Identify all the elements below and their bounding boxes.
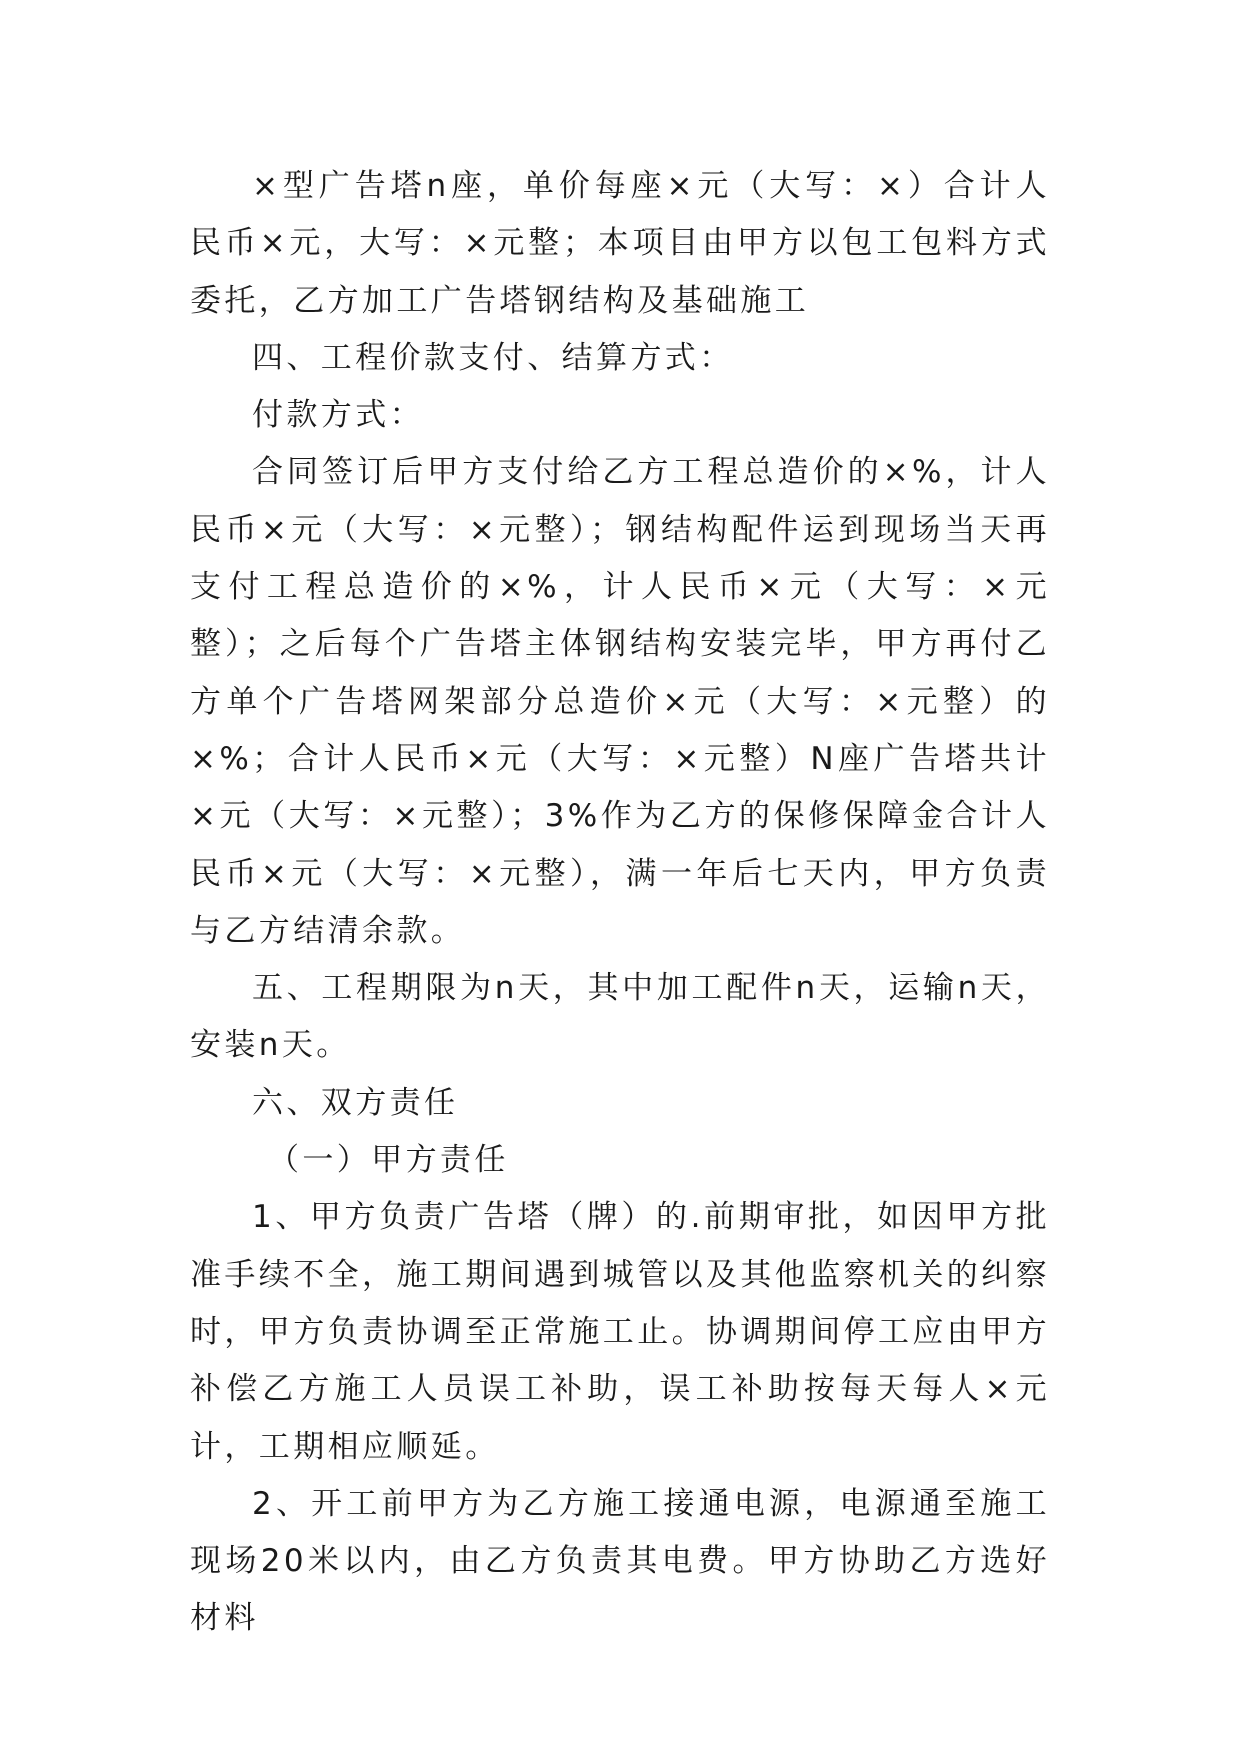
subheading-party-a-responsibilities: （一）甲方责任 bbox=[268, 1142, 509, 1179]
section-heading-responsibilities: 六、双方责任 bbox=[252, 1084, 459, 1121]
paragraph-project-scope: ×型广告塔n座，单价每座×元（大写：×）合计人民币×元，大写：×元整；本项目由甲方以包工包料方式委托，乙方加工广告塔钢结构及基础施工 bbox=[190, 168, 1050, 319]
section-heading-payment: 四、工程价款支付、结算方式： bbox=[252, 339, 734, 376]
paragraph-clause-2: 2、开工前甲方为乙方施工接通电源，电源通至施工现场20米以内，由乙方负责其电费。甲方协助乙方选好材料 bbox=[190, 1485, 1050, 1637]
paragraph-clause-1: 1、甲方负责广告塔（牌）的.前期审批，如因甲方批准手续不全，施工期间遇到城管以及其他监察机关的纠察时，甲方负责协调至正常施工止。协调期间停工应由甲方补偿乙方施工人员误工补助，误工补助按每天每人×元计，工期相应顺延。 bbox=[190, 1199, 1050, 1465]
paragraph-payment-terms: 合同签订后甲方支付给乙方工程总造价的×%，计人民币×元（大写：×元整）；钢结构配件运到现场当天再支付工程总造价的×%，计人民币×元（大写：×元整）；之后每个广告塔主体钢结构安装完毕，甲方再付乙方单个广告塔网架部分总造价×元（大写：×元整）的×%；合计人民币×元（大写：×元整）N座广告塔共计×元（大写：×元整）；3%作为乙方的保修保障金合计人民币×元（大写：×元整），满一年后七天内，甲方负责与乙方结清余款。 bbox=[190, 454, 1050, 949]
section-heading-duration: 五、工程期限为n天，其中加工配件n天，运输n天，安装n天。 bbox=[190, 970, 1050, 1064]
document-body bbox=[190, 158, 1050, 1648]
subheading-payment-method: 付款方式： bbox=[252, 397, 424, 434]
